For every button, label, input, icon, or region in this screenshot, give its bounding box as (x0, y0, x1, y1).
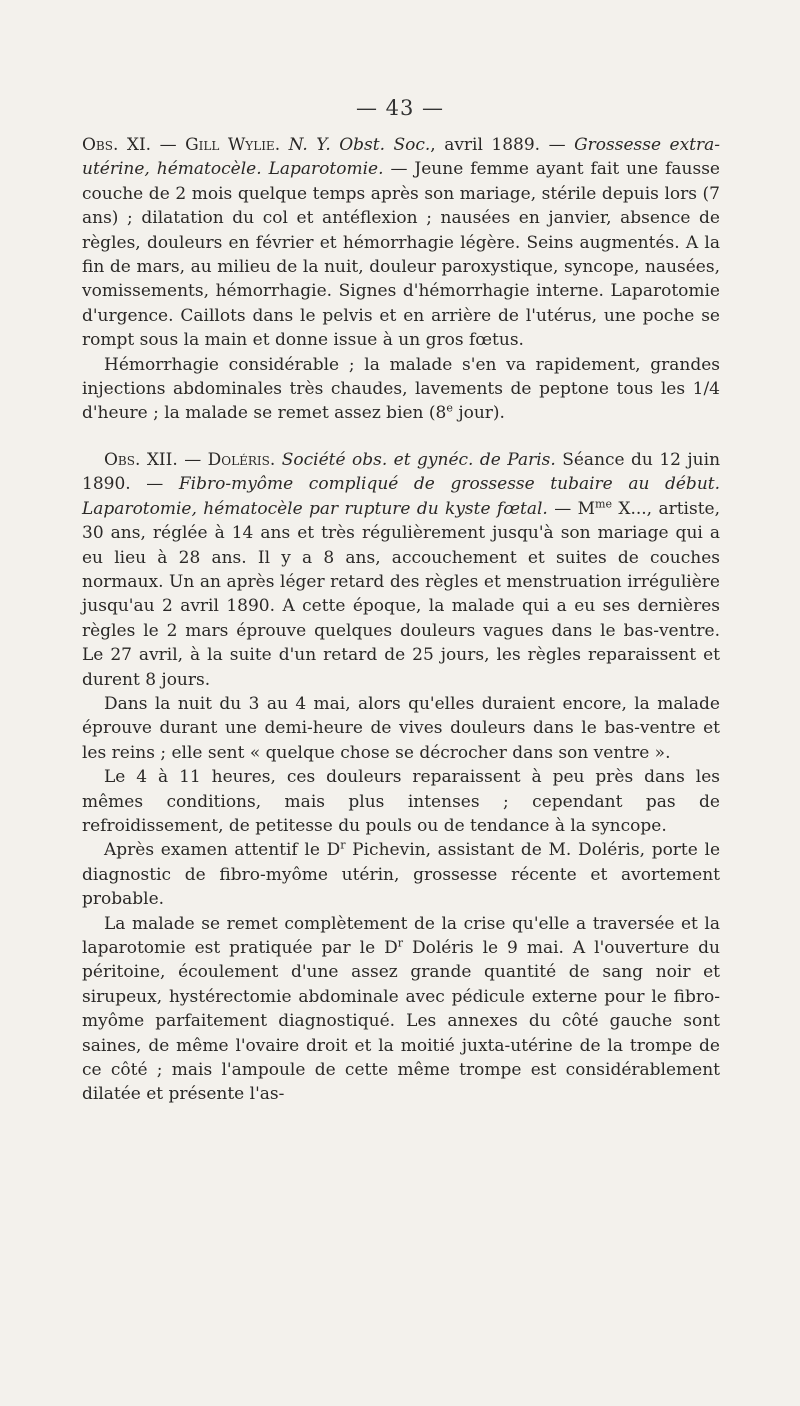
obs-xii-dash: — (547, 498, 578, 519)
obs-xii-para4-sup: r (340, 838, 346, 852)
obs-xii-label: Obs. XII. — (104, 449, 208, 470)
obs-xii-mme-sup: me (594, 497, 612, 511)
body-text (82, 133, 720, 1107)
obs-xii-para5-text: La malade se remet complètement de la crise qu'elle a traversée et la laparotomie est pratiquée par le D (82, 913, 720, 958)
obs-xii-author: Doléris (207, 449, 270, 470)
obs-xi-para2-text: Hémorrhagie considérable ; la malade s'en va rapidement, grandes injections abdominales très chaudes, lavements de peptone tous les 1/4 d'heure ; la malade se remet assez bien (8 (82, 354, 720, 424)
obs-xi-para2-sup: e (446, 401, 453, 415)
obs-xii-mme: M (577, 498, 595, 519)
obs-xi-paragraph (82, 133, 720, 353)
obs-xii-paragraph-5 (82, 912, 720, 1107)
obs-xi-date: , avril 1889. — (430, 135, 575, 155)
obs-xi-label: Obs. XI. — (82, 135, 186, 155)
obs-xii-paragraph (82, 448, 720, 692)
obs-xii-source: Société obs. et gynéc. de Paris. (281, 449, 556, 470)
obs-xii-para4-end: Pichevin, assistant de M. Doléris, porte le diagnostic de fibro-myôme utérin, grossesse récente et avortement probable. (82, 840, 721, 910)
obs-xii-para4-text: Après examen attentif le D (104, 840, 341, 861)
obs-xii-paragraph-3: Le 4 à 11 heures, ces douleurs reparaissent à peu près dans les mêmes conditions, mais plus intenses ; cependant pas de refroidissement, de petitesse du pouls ou de tendance à la syncope. (82, 767, 720, 836)
obs-xi-separator: . (274, 135, 289, 155)
obs-xi-title: Grossesse extra-utérine, hématocèle. Laparotomie. (82, 135, 720, 180)
obs-xii-para5-sup: r (397, 936, 404, 950)
page-number: — 43 — (355, 96, 445, 120)
obs-xii-date: Séance du 12 juin 1890. — (82, 449, 721, 495)
obs-xii-text: X..., artiste, 30 ans, réglée à 14 ans et très régulièrement jusqu'à son mariage qui a eu lieu à 28 ans. Il y a 8 ans, accouchement et suites de couches normaux. Un an après léger retard des règles et menstruation irrégulière jusqu'au 2 avril 1890. A cette époque, la malade qui a eu ses dernières règles le 2 mars éprouve quelques douleurs vagues dans le bas-ventre. Le 27 avril, à la suite d'un retard de 25 jours, les règles reparaissent et durent 8 jours. (82, 498, 720, 690)
obs-xi-author: Gill Wylie (185, 135, 275, 155)
obs-xi-para2-end: jour). (452, 403, 505, 424)
obs-xii-paragraph-4 (82, 838, 720, 911)
obs-xii-separator: . (269, 449, 282, 470)
obs-xi-paragraph-2 (82, 353, 720, 426)
obs-xii-paragraph-2: Dans la nuit du 3 au 4 mai, alors qu'elles duraient encore, la malade éprouve durant une demi-heure de vives douleurs dans le bas-ventre et les reins ; elle sent « quelque chose se décrocher dans son ventre ». (82, 693, 720, 763)
obs-xi-source: N. Y. Obst. Soc. (288, 135, 431, 155)
obs-xii-title: Fibro-myôme compliqué de grossesse tubaire au début. Laparotomie, hématocèle par rupture du kyste fœtal. (82, 474, 720, 519)
obs-xii-para5-end: Doléris le 9 mai. A l'ouverture du péritoine, écoulement d'une assez grande quantité de sang noir et sirupeux, hystérectomie abdominale avec pédicule externe pour le fibro-myôme parfaitement diagnostiqué. Les annexes du côté gauche sont saines, de même l'ovaire droit et la moitié juxta-utérine de la trompe de ce côté ; mais l'ampoule de cette même trompe est considérablement dilatée et présente l'as- (82, 938, 720, 1105)
obs-xi-text: — Jeune femme ayant fait une fausse couche de 2 mois quelque temps après son mariage, stérile depuis lors (7 ans) ; dilatation du col et antéflexion ; nausées en janvier, absence de règles, douleurs en février et hémorrhagie légère. Seins augmentés. A la fin de mars, au milieu de la nuit, douleur paroxystique, syncope, nausées, vomissements, hémorrhagie. Signes d'hémorrhagie interne. Laparotomie d'urgence. Caillots dans le pelvis et en arrière de l'utérus, une poche se rompt sous la main et donne issue à un gros fœtus. (82, 159, 720, 351)
